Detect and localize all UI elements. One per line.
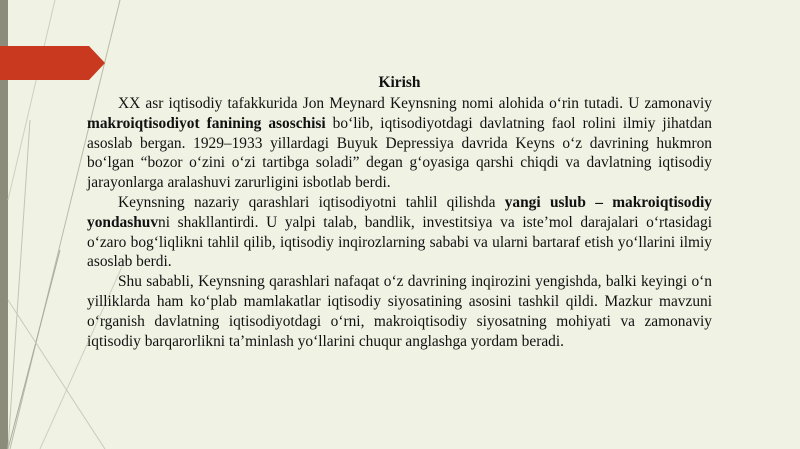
paragraph-2-text-before: Keynsning nazariy qarashlari iqtisodiyotni tahlil qilishda <box>118 193 505 211</box>
paragraph-1-text-after: bo‘lib, iqtisodiyotdagi davlatning faol rolini ilmiy jihatdan asoslab bergan. 1929–1933 yillardagi Buyuk Depressiya davrida Keyns o‘z davrining hukmron bo‘lgan “bozor o‘zini o‘zi tartibga soladi” degan g‘oyasiga qarshi chiqdi va davlatning iqtisodiy jarayonlarga aralashuvi zarurligini isbotlab berdi. <box>87 114 712 192</box>
paragraph-1-text-before: XX asr iqtisodiy tafakkurida Jon Meynard Keynsning nomi alohida o‘rin tutadi. U zamonaviy <box>118 95 712 112</box>
paragraph-1-bold: makroiqtisodiyot fanining asoschisi <box>87 114 326 132</box>
paragraph-2 <box>87 193 712 272</box>
paragraph-2-bold: yangi uslub – makroiqtisodiy yondashuv <box>87 193 712 231</box>
paragraph-3: Shu sababli, Keynsning qarashlari nafaqat o‘z davrining inqirozini yengishda, balki keyingi o‘n yilliklarda ham ko‘plab mamlakatlar iqtisodiy siyosatining asosini tashkil qildi. Mazkur mavzuni o‘rganish davlatning iqtisodiyotdagi o‘rni, makroiqtisodiy siyosatning mohiyati va zamonaviy iqtisodiy barqarorlikni ta’minlash yo‘llarini chuqur anglashga yordam beradi. <box>87 273 712 350</box>
paragraph-2-text-after: ni shakllantirdi. U yalpi talab, bandlik, investitsiya va iste’mol darajalari o‘rtasidagi o‘zaro bog‘liqlikni tahlil qilib, iqtisodiy inqirozlarning sababi va ularni bartaraf etish yo‘llarini ilmiy asoslab berdi. <box>87 213 712 271</box>
document-title: Kirish <box>378 74 421 91</box>
paragraph-1 <box>87 94 712 193</box>
document-body <box>87 72 712 351</box>
